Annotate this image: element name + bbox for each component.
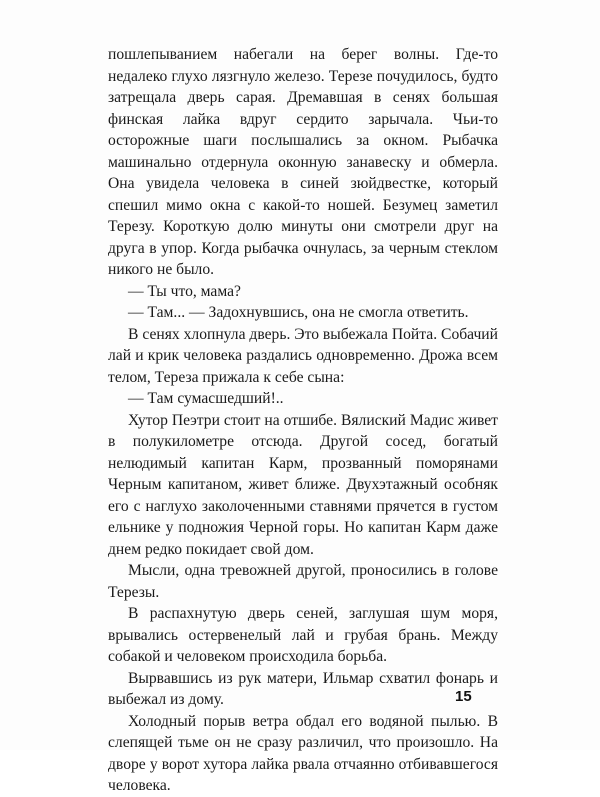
- paragraph: В распахнутую дверь сеней, заглушая шум моря, врывались остервенелый лай и грубая брань. Между собакой и человеком происходила борьба.: [108, 605, 498, 665]
- paragraph: В сенях хлопнула дверь. Это выбежала Пойта. Собачий лай и крик человека раздались одновременно. Дрожа всем телом, Тереза прижала к себе сына:: [108, 325, 498, 386]
- page-number: 15: [455, 688, 472, 705]
- paragraph: пошлепыванием набегали на берег волны. Где-то недалеко глухо лязгнуло железо. Терезе почудилось, будто затрещала дверь сарая. Дремавшая в сенях большая финская лайка вдруг сердито зарычала. Чьи-то осторожные шаги послышались за окном. Рыбачка машинально отдернула оконную занавеску и обмерла. Она увидела человека в синей зюйдвестке, который спешил мимо окна с какой-то ношей. Безумец заметил Терезу. Короткую долю минуты они смотрели друг на друга в упор. Когда рыбачка очнулась, за черным стеклом никого не было.: [108, 46, 498, 278]
- paragraph: Хутор Пеэтри стоит на отшибе. Вялиский Мадис живет в полукилометре отсюда. Другой сосед, богатый нелюдимый капитан Карм, прозванный поморянами Черным капитаном, живет ближе. Двухэтажный особняк его с наглухо заколоченными ставнями прячется в густом ельнике у подножия Черной горы. Но капитан Карм даже днем редко покидает свой дом.: [108, 411, 498, 558]
- paragraph: — Там... — Задохнувшись, она не смогла ответить.: [128, 304, 469, 321]
- paragraph: Мысли, одна тревожней другой, проносились в голове Терезы.: [108, 562, 498, 601]
- paragraph: Холодный порыв ветра обдал его водяной пылью. В слепящей тьме он не сразу различил, что произошло. На дворе у ворот хутора лайка рвала отчаянно отбивавшегося человека.: [108, 712, 498, 794]
- paragraph: — Ты что, мама?: [128, 282, 241, 300]
- paragraph: Вырвавшись из рук матери, Ильмар схватил фонарь и выбежал из дому.: [108, 669, 498, 708]
- paragraph: — Там сумасшедший!..: [128, 390, 284, 407]
- body-text: [108, 44, 498, 797]
